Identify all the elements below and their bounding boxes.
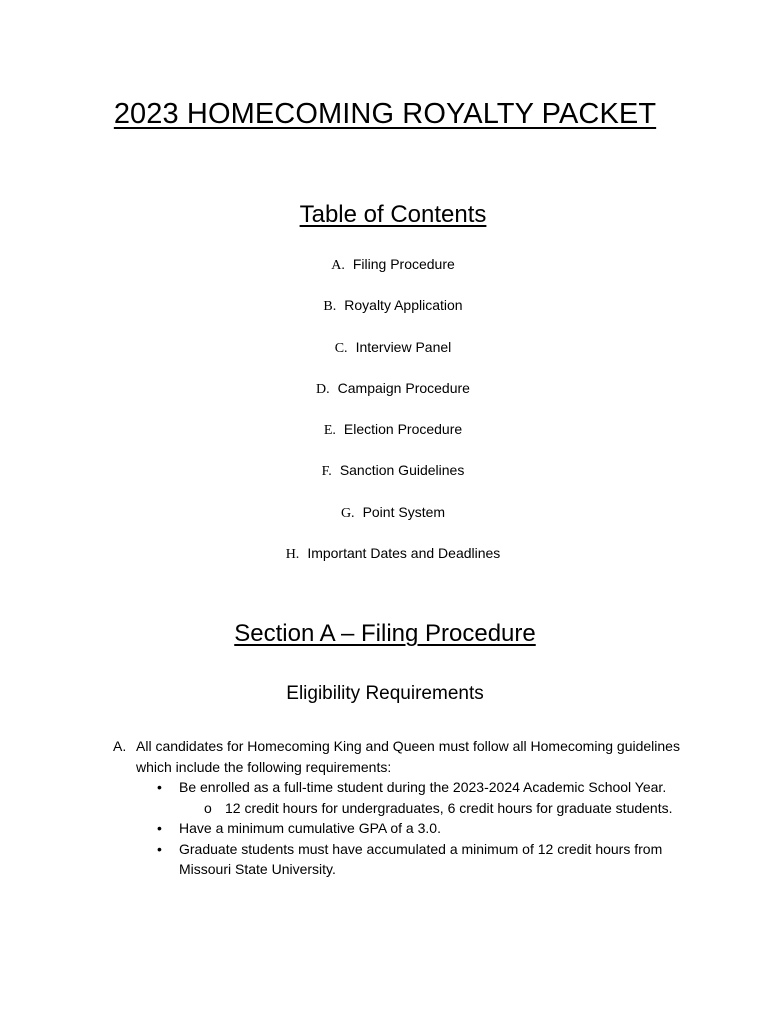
toc-item-letter: F. [321, 464, 332, 480]
bullet-text: Be enrolled as a full-time student during the 2023-2024 Academic School Year. [179, 779, 667, 795]
document-title: 2023 HOMECOMING ROYALTY PACKET [113, 98, 657, 130]
toc-item-letter: E. [323, 423, 336, 439]
bullet-icon: • [157, 779, 162, 795]
toc-item-label: Point System [362, 503, 446, 520]
toc-item-label: Royalty Application [344, 297, 463, 314]
toc-item-election-procedure [0, 419, 770, 460]
toc-item-label: Sanction Guidelines [339, 462, 465, 479]
toc-item-important-dates [0, 543, 770, 584]
requirement-text: All candidates for Homecoming King and Queen must follow all Homecoming guidelines which include the following requirements: [136, 738, 680, 775]
hollow-bullet-icon: o [204, 799, 212, 816]
bullet-icon: • [157, 820, 162, 836]
toc-item-letter: H. [285, 547, 300, 563]
bullet-icon: • [157, 840, 162, 857]
toc-item-letter: G. [340, 505, 355, 521]
bullet-item-enrollment [136, 777, 683, 798]
toc-item-label: Important Dates and Deadlines [307, 545, 501, 562]
toc-item-interview-panel [0, 337, 770, 378]
section-a-heading: Section A – Filing Procedure [234, 620, 536, 647]
toc-item-sanction-guidelines [0, 460, 770, 501]
toc-item-letter: A. [331, 258, 345, 273]
toc-item-label: Interview Panel [355, 338, 452, 355]
toc-item-letter: C. [334, 340, 348, 356]
sub-bullet-item-credit-hours [179, 798, 683, 819]
toc-item-label: Campaign Procedure [337, 379, 470, 396]
requirement-item [113, 736, 683, 777]
bullet-item-graduate-credits [136, 839, 683, 880]
toc-item-label: Election Procedure [343, 421, 463, 438]
toc-list [0, 254, 770, 584]
toc-item-point-system [0, 502, 770, 543]
eligibility-heading: Eligibility Requirements [286, 683, 484, 704]
bullet-text: Have a minimum cumulative GPA of a 3.0. [179, 820, 441, 836]
toc-heading: Table of Contents [299, 201, 487, 228]
toc-item-filing-procedure [0, 254, 770, 295]
requirement-bullet-list [113, 777, 683, 880]
toc-item-royalty-application [0, 295, 770, 336]
requirement-marker: A. [113, 738, 127, 754]
toc-item-campaign-procedure [0, 378, 770, 419]
bullet-text: Graduate students must have accumulated a minimum of 12 credit hours from Missouri State University. [179, 840, 663, 877]
sub-bullet-text: 12 credit hours for undergraduates, 6 credit hours for graduate students. [225, 799, 673, 816]
toc-item-letter: B. [323, 299, 337, 315]
toc-item-letter: D. [316, 381, 330, 397]
bullet-item-gpa [136, 818, 683, 839]
eligibility-requirements [113, 736, 683, 880]
toc-item-label: Filing Procedure [352, 256, 455, 272]
